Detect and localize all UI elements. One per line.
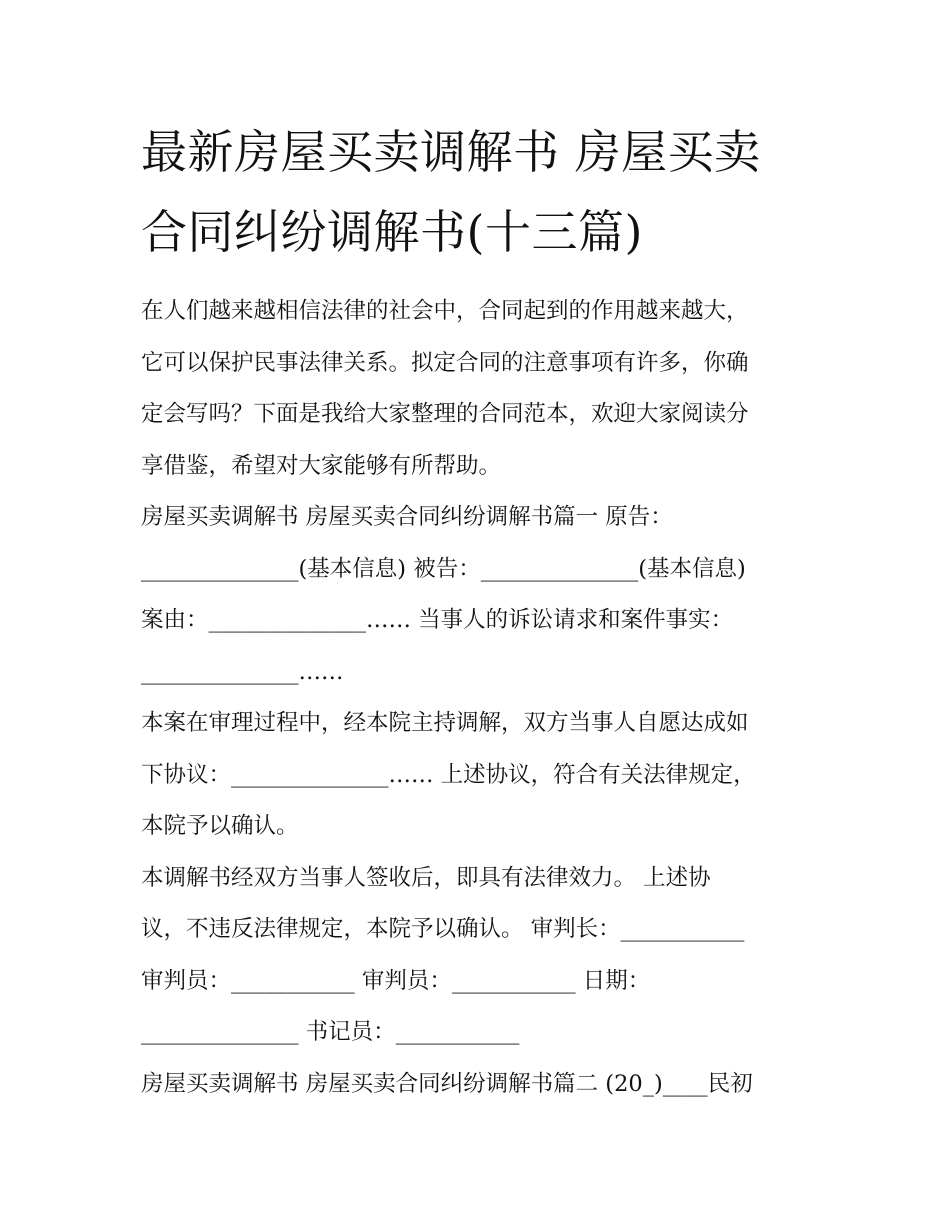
body-line-14: 审判员：___________ 审判员：___________ 日期： xyxy=(141,967,651,994)
body-line-10: 下协议：______________…… 上述协议，符合有关法律规定， xyxy=(141,761,756,788)
body-line-16: 房屋买卖调解书 房屋买卖合同纠纷调解书篇二 (20_)____民初 xyxy=(141,1070,753,1097)
body-line-1: 在人们越来越相信法律的社会中，合同起到的作用越来越大， xyxy=(141,298,749,324)
body-line-8: ______________…… xyxy=(141,658,344,685)
body-line-15: ______________ 书记员：___________ xyxy=(141,1019,520,1045)
document-body xyxy=(141,286,821,1110)
body-line-2: 它可以保护民事法律关系。拟定合同的注意事项有许多，你确 xyxy=(141,349,749,376)
body-line-9: 本案在审理过程中，经本院主持调解，双方当事人自愿达成如 xyxy=(141,710,749,736)
body-line-11: 本院予以确认。 xyxy=(141,813,299,839)
title-line-2: 合同纠纷调解书(十三篇) xyxy=(141,205,643,259)
title-line-1: 最新房屋买卖调解书 房屋买卖 xyxy=(141,125,761,179)
body-line-13: 议，不违反法律规定，本院予以确认。 审判长：___________ xyxy=(141,916,745,942)
body-line-6: ______________(基本信息) 被告：______________(基本信息) xyxy=(141,555,746,582)
body-line-12: 本调解书经双方当事人签收后，即具有法律效力。 上述协 xyxy=(141,864,711,891)
body-line-5: 房屋买卖调解书 房屋买卖合同纠纷调解书篇一 原告： xyxy=(141,504,673,530)
document-title xyxy=(141,112,821,272)
body-line-3: 定会写吗？下面是我给大家整理的合同范本，欢迎大家阅读分 xyxy=(141,401,749,427)
document-page xyxy=(141,112,821,1110)
body-line-7: 案由：______________…… 当事人的诉讼请求和案件事实： xyxy=(141,607,734,633)
body-line-4: 享借鉴，希望对大家能够有所帮助。 xyxy=(141,452,502,479)
